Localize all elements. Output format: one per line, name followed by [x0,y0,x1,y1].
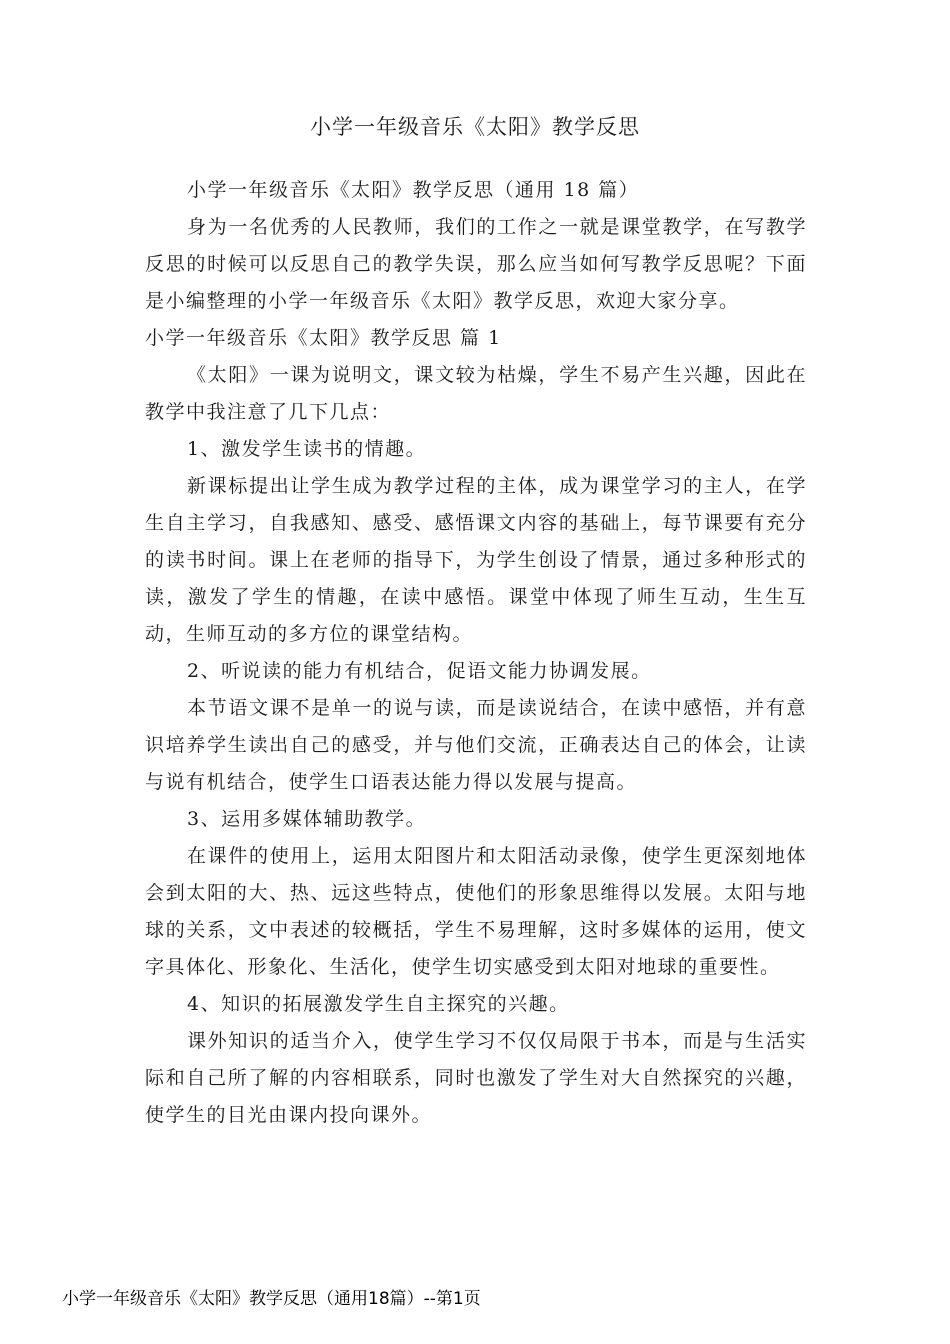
body-paragraph: 本节语文课不是单一的说与读，而是读说结合，在读中感悟，并有意识培养学生读出自己的感受，并与他们交流，正确表达自己的体会，让读与说有机结合，使学生口语表达能力得以发展与提高。 [145,697,807,793]
body-paragraph: 在课件的使用上，运用太阳图片和太阳活动录像，使学生更深刻地体会到太阳的大、热、远这些特点，使他们的形象思维得以发展。太阳与地球的关系，文中表述的较概括，学生不易理解，这时多媒体的运用，使文字具体化、形象化、生活化，使学生切实感受到太阳对地球的重要性。 [145,845,807,978]
point-heading: 3、运用多媒体辅助教学。 [187,808,427,830]
intro-paragraph: 身为一名优秀的人民教师，我们的工作之一就是课堂教学，在写教学反思的时候可以反思自己的教学失误，那么应当如何写教学反思呢？下面是小编整理的小学一年级音乐《太阳》教学反思，欢迎大家分享。 [145,216,807,312]
subtitle-paragraph: 小学一年级音乐《太阳》教学反思（通用 18 篇） [187,179,640,201]
point-heading: 2、听说读的能力有机结合，促语文能力协调发展。 [187,660,652,682]
point-heading: 1、激发学生读书的情趣。 [187,438,427,460]
point-heading: 4、知识的拓展激发学生自主探究的兴趣。 [187,993,570,1015]
body-paragraph: 新课标提出让学生成为教学过程的主体，成为课堂学习的主人，在学生自主学习，自我感知、感受、感悟课文内容的基础上，每节课要有充分的读书时间。课上在老师的指导下，为学生创设了情景，通过多种形式的读，激发了学生的情趣，在读中感悟。课堂中体现了师生互动，生生互动，生师互动的多方位的课堂结构。 [145,475,807,645]
page-title: 小学一年级音乐《太阳》教学反思 [310,115,640,139]
document-body [145,172,807,1134]
page-footer: 小学一年级音乐《太阳》教学反思（通用18篇）--第1页 [62,1289,481,1309]
body-paragraph: 《太阳》一课为说明文，课文较为枯燥，学生不易产生兴趣，因此在教学中我注意了几下几点： [145,364,807,423]
body-paragraph: 课外知识的适当介入，使学生学习不仅仅局限于书本，而是与生活实际和自己所了解的内容相联系，同时也激发了学生对大自然探究的兴趣，使学生的目光由课内投向课外。 [145,1030,807,1126]
section-heading: 小学一年级音乐《太阳》教学反思 篇 1 [145,327,502,349]
